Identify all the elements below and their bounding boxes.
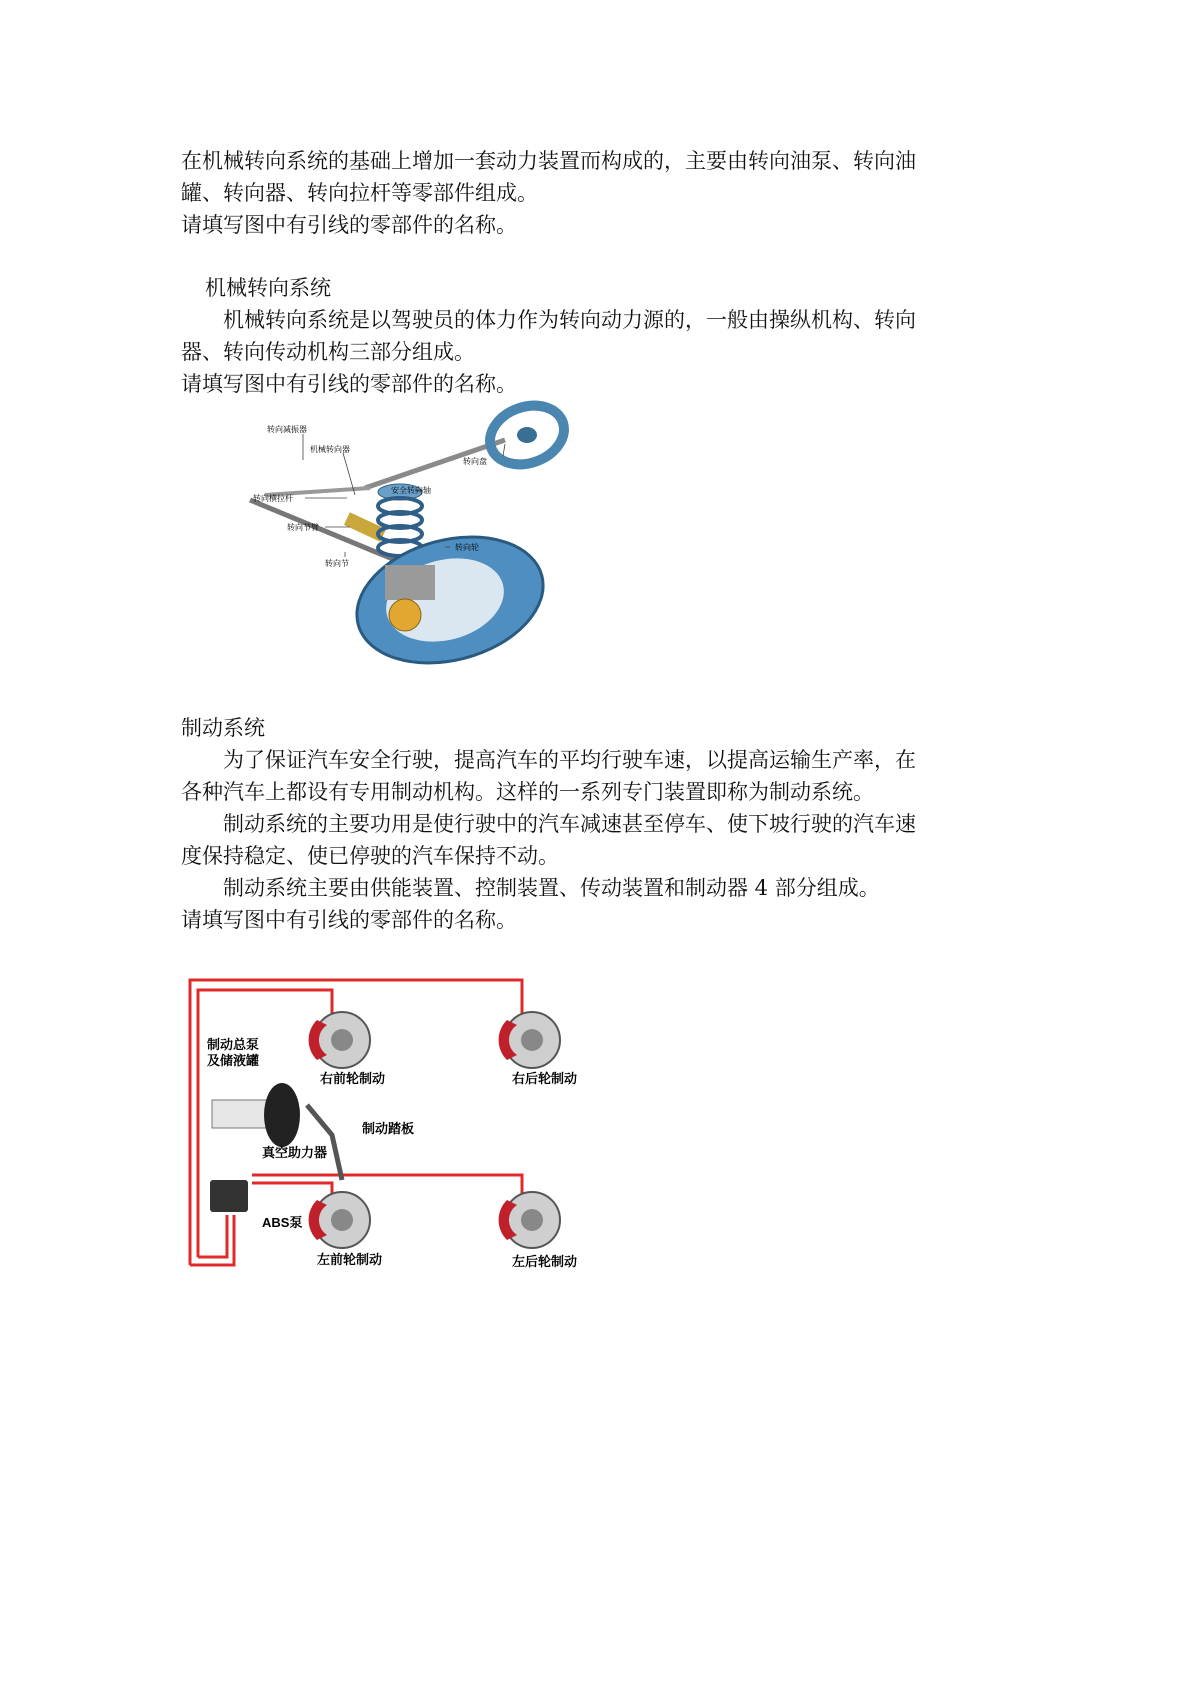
disc-rear-left-icon — [499, 1192, 560, 1248]
disc-front-left-icon — [309, 1192, 370, 1248]
label-tie-rod: 转向横拉杆 — [253, 494, 293, 503]
knuckle-shape — [385, 565, 435, 600]
brake-para1-line-1: 为了保证汽车安全行驶，提高汽车的平均行驶车速，以提高运输生产率，在 — [223, 748, 916, 772]
label-gear: 机械转向器 — [310, 445, 350, 454]
mechanical-heading: 机械转向系统 — [205, 276, 331, 300]
label-rear-left: 左后轮制动 — [512, 1254, 578, 1269]
label-damper: 转向减振器 — [267, 425, 307, 434]
label-pedal: 制动踏板 — [362, 1121, 415, 1136]
mechanical-line-1: 机械转向系统是以驾驶员的体力作为转向动力源的，一般由操纵机构、转向 — [223, 308, 916, 332]
brake-para3: 制动系统主要由供能装置、控制装置、传动装置和制动器 4 部分组成。 — [223, 876, 880, 900]
label-front-right: 右前轮制动 — [320, 1071, 386, 1086]
label-safety-shaft: 安全转向轴 — [391, 486, 431, 495]
label-booster: 真空助力器 — [262, 1145, 328, 1160]
steering-wheel-hub — [517, 427, 537, 443]
label-knuckle-arm: 转向节臂 — [287, 523, 319, 532]
mechanical-prompt: 请填写图中有引线的零部件的名称。 — [181, 372, 517, 396]
brake-para2-line-2: 度保持稳定、使已停驶的汽车保持不动。 — [181, 844, 559, 868]
label-master-2: 及储液罐 — [207, 1053, 260, 1068]
brake-system-figure — [182, 975, 602, 1275]
vacuum-booster-icon — [264, 1083, 300, 1147]
intro-prompt: 请填写图中有引线的零部件的名称。 — [181, 213, 517, 237]
intro-line-1: 在机械转向系统的基础上增加一套动力装置而构成的，主要由转向油泵、转向油 — [181, 149, 916, 173]
label-front-left: 左前轮制动 — [317, 1252, 383, 1267]
intro-line-2: 罐、转向器、转向拉杆等零部件组成。 — [181, 181, 538, 205]
brake-pedal-icon — [307, 1105, 342, 1180]
abs-pump-icon — [210, 1180, 248, 1212]
disc-rear-right-icon — [499, 1012, 560, 1068]
master-cylinder-icon — [212, 1100, 272, 1128]
brake-prompt: 请填写图中有引线的零部件的名称。 — [181, 908, 517, 932]
brake-para1-line-2: 各种汽车上都设有专用制动机构。这样的一系列专门装置即称为制动系统。 — [181, 780, 874, 804]
label-abs: ABS泵 — [262, 1215, 303, 1230]
disc-front-right-icon — [309, 1012, 370, 1068]
label-steering-wheel: 转向盘 — [463, 457, 487, 466]
brake-heading: 制动系统 — [181, 716, 265, 740]
label-master-1: 制动总泵 — [207, 1037, 260, 1052]
steering-system-figure — [245, 400, 590, 675]
mechanical-line-2: 器、转向传动机构三部分组成。 — [181, 340, 475, 364]
brake-para2-line-1: 制动系统的主要功用是使行驶中的汽车减速甚至停车、使下坡行驶的汽车速 — [223, 812, 916, 836]
label-road-wheel: 转向轮 — [455, 543, 479, 552]
label-rear-right: 右后轮制动 — [512, 1071, 578, 1086]
label-knuckle: 转向节 — [325, 559, 349, 568]
